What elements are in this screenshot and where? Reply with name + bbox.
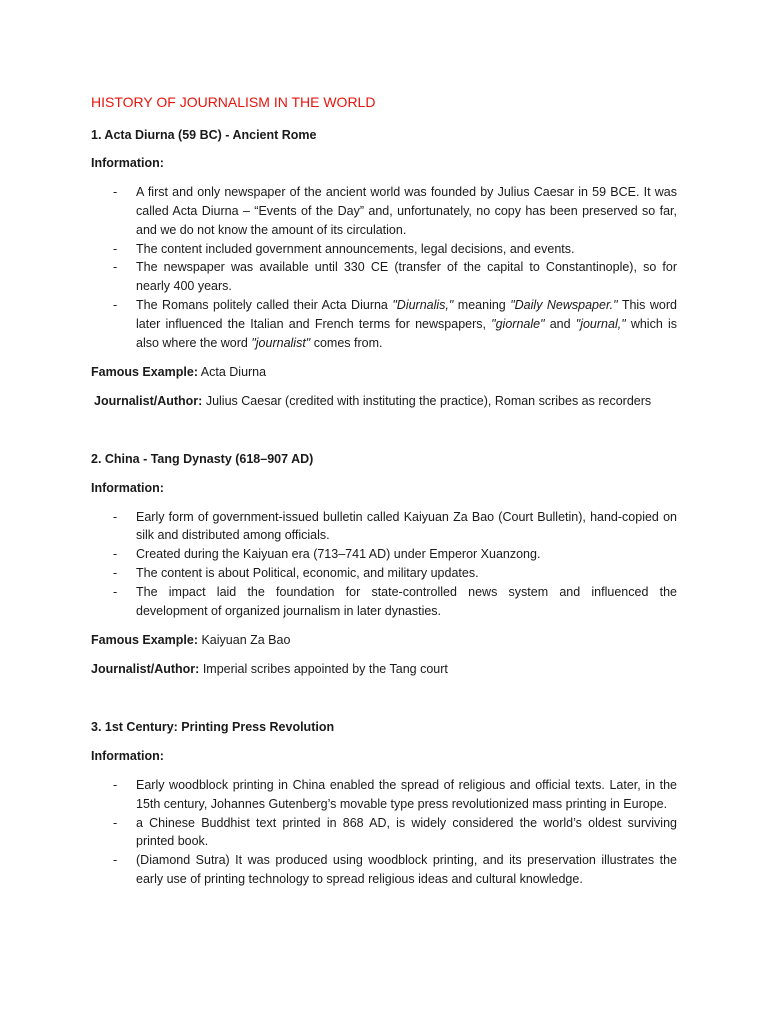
italic-term: "journalist"	[251, 336, 311, 350]
section-2-bullet-3: The content is about Political, economic, and military updates.	[136, 566, 479, 580]
section-2-bullet-4-line-1: The impact laid the foundation for state-controlled news system and influenced the	[136, 585, 677, 599]
famous-example-value: Kaiyuan Za Bao	[201, 633, 291, 647]
text-run: This word	[617, 298, 677, 312]
text-run: also where the word	[136, 336, 252, 350]
section-1-famous-example	[91, 365, 266, 379]
section-2-famous-example	[91, 633, 290, 647]
author-value: Julius Caesar (credited with instituting the practice), Roman scribes as recorders	[205, 394, 652, 408]
famous-example-label: Famous Example:	[91, 365, 198, 379]
section-1-bullet-2: The content included government announcements, legal decisions, and events.	[136, 242, 575, 256]
text-run: The Romans politely called their Acta Diurna	[136, 298, 393, 312]
document-title: HISTORY OF JOURNALISM IN THE WORLD	[91, 94, 376, 110]
italic-term: "Daily Newspaper."	[510, 298, 618, 312]
section-1-bullet-4-line-3	[136, 336, 383, 350]
section-1-bullet-2-dash: -	[113, 242, 118, 256]
section-2-bullet-4-line-2: development of organized journalism in later dynasties.	[136, 604, 442, 618]
section-2-heading: 2. China - Tang Dynasty (618–907 AD)	[91, 452, 314, 466]
section-2-bullet-1-dash: -	[113, 510, 118, 524]
section-1-bullet-1-line-3: and we do not know the amount of its circulation.	[136, 223, 407, 237]
section-1-bullet-1-dash: -	[113, 185, 118, 199]
italic-term: "giornale"	[491, 317, 545, 331]
section-3-bullet-3-dash: -	[113, 853, 118, 867]
section-2-bullet-1-line-2: silk and distributed among officials.	[136, 528, 330, 542]
section-1-bullet-1-line-1: A first and only newspaper of the ancient world was founded by Julius Caesar in 59 BCE. It was	[136, 185, 677, 199]
author-label: Journalist/Author:	[91, 662, 200, 676]
famous-example-value: Acta Diurna	[200, 365, 267, 379]
section-3-heading: 3. 1st Century: Printing Press Revolution	[91, 720, 335, 734]
italic-term: "Diurnalis,"	[392, 298, 454, 312]
section-1-bullet-4-line-2	[136, 317, 677, 331]
section-1-bullet-1-line-2: called Acta Diurna – “Events of the Day” and, unfortunately, no copy has been preserved so far,	[136, 204, 677, 218]
section-3-bullet-1-dash: -	[113, 778, 118, 792]
section-1-bullet-3-line-2: nearly 400 years.	[136, 279, 232, 293]
famous-example-label: Famous Example:	[91, 633, 198, 647]
section-1-info-label: Information:	[91, 156, 164, 170]
section-3-bullet-2-line-1: a Chinese Buddhist text printed in 868 AD, is widely considered the world’s oldest surviving	[136, 816, 677, 830]
section-3-bullet-1-line-1: Early woodblock printing in China enabled the spread of religious and official texts. Later, in the	[136, 778, 677, 792]
italic-term: "journal,"	[575, 317, 626, 331]
text-run: meaning	[453, 298, 511, 312]
section-2-bullet-1-line-1: Early form of government-issued bulletin called Kaiyuan Za Bao (Court Bulletin), hand-copied on	[136, 510, 677, 524]
section-1-bullet-3-line-1: The newspaper was available until 330 CE (transfer of the capital to Constantinople), so for	[136, 260, 677, 274]
text-run: later influenced the Italian and French terms for newspapers,	[136, 317, 492, 331]
section-1-bullet-3-dash: -	[113, 260, 118, 274]
section-3-bullet-2-dash: -	[113, 816, 118, 830]
text-run: comes from.	[310, 336, 383, 350]
section-3-bullet-2-line-2: printed book.	[136, 834, 209, 848]
section-3-bullet-3-line-2: early use of printing technology to spread religious ideas and cultural knowledge.	[136, 872, 583, 886]
author-value: Imperial scribes appointed by the Tang court	[202, 662, 448, 676]
section-1-bullet-4-dash: -	[113, 298, 118, 312]
section-2-bullet-4-dash: -	[113, 585, 118, 599]
section-2-bullet-3-dash: -	[113, 566, 118, 580]
section-3-info-label: Information:	[91, 749, 164, 763]
author-label: Journalist/Author:	[94, 394, 203, 408]
section-2-author	[91, 662, 448, 676]
section-1-author	[94, 394, 651, 408]
section-3-bullet-3-line-1: (Diamond Sutra) It was produced using woodblock printing, and its preservation illustrates the	[136, 853, 677, 867]
section-2-bullet-2-dash: -	[113, 547, 118, 561]
section-2-info-label: Information:	[91, 481, 164, 495]
section-2-bullet-2: Created during the Kaiyuan era (713–741 AD) under Emperor Xuanzong.	[136, 547, 541, 561]
text-run: which is	[625, 317, 677, 331]
section-1-heading: 1. Acta Diurna (59 BC) - Ancient Rome	[91, 128, 317, 142]
section-3-bullet-1-line-2: 15th century, Johannes Gutenberg’s movable type press revolutionized mass printing in Europe.	[136, 797, 668, 811]
text-run: and	[544, 317, 576, 331]
section-1-bullet-4-line-1	[136, 298, 677, 312]
